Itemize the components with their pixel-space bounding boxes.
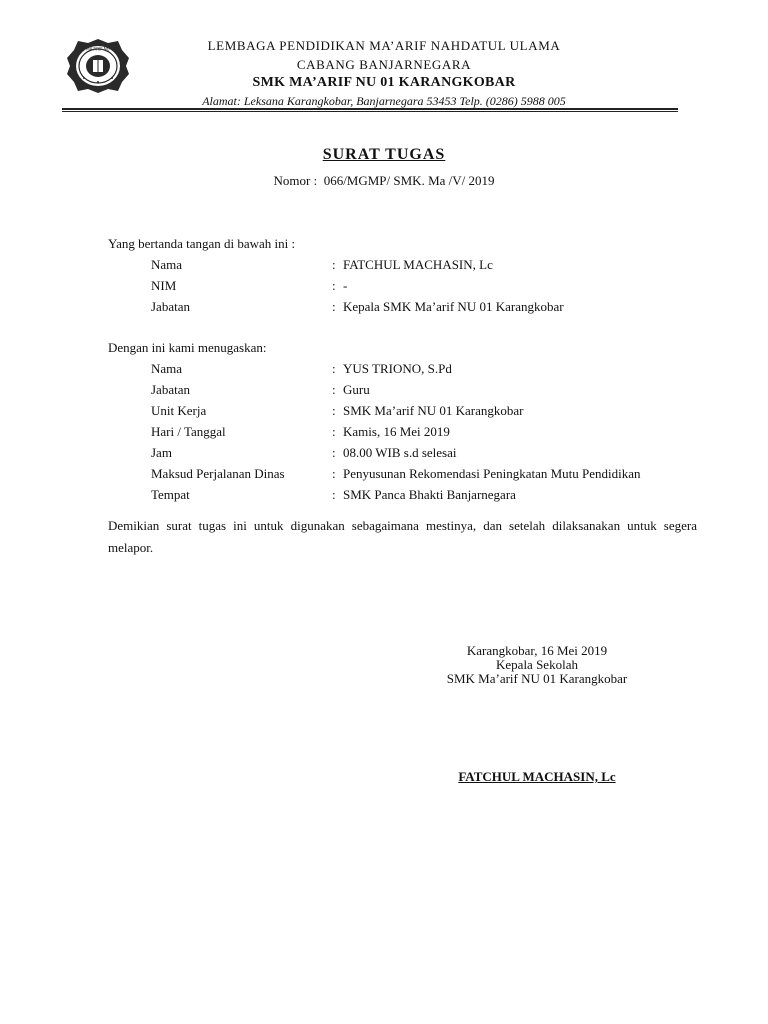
document-number — [0, 173, 768, 189]
field-colon: : — [332, 424, 336, 439]
field-label: Hari / Tanggal — [151, 424, 226, 439]
signature-place-date: Karangkobar, 16 Mei 2019 — [466, 643, 608, 658]
signature-name: FATCHUL MACHASIN, Lc — [458, 769, 616, 784]
field-value: SMK Panca Bhakti Banjarnegara — [343, 487, 516, 502]
field-colon: : — [332, 278, 336, 293]
field-label: Nama — [151, 361, 183, 376]
field-colon: : — [332, 361, 336, 376]
letterhead-rule-thick — [62, 108, 678, 110]
field-label: Jabatan — [151, 382, 190, 397]
field-colon: : — [332, 299, 336, 314]
closing-paragraph: Demikian surat tugas ini untuk digunakan sebagaimana mestinya, dan setelah dilaksanakan untuk segera melapor. — [108, 518, 697, 555]
letterhead-school: SMK MA’ARIF NU 01 KARANGKOBAR — [252, 75, 516, 90]
field-value: FATCHUL MACHASIN, Lc — [343, 257, 493, 272]
field-value: Penyusunan Rekomendasi Peningkatan Mutu Pendidikan — [343, 466, 641, 481]
letterhead-branch: CABANG BANJARNEGARA — [296, 57, 472, 72]
field-value: Kamis, 16 Mei 2019 — [343, 424, 450, 439]
signature-block — [400, 644, 674, 686]
signature-institution: SMK Ma’arif NU 01 Karangkobar — [446, 671, 628, 686]
field-colon: : — [332, 445, 336, 460]
field-label: NIM — [151, 278, 177, 293]
field-label: Maksud Perjalanan Dinas — [151, 466, 285, 481]
field-value: Guru — [343, 382, 370, 397]
field-label: Jabatan — [151, 299, 190, 314]
field-label: Unit Kerja — [151, 403, 207, 418]
field-colon: : — [332, 487, 336, 502]
letterhead-address: Alamat: Leksana Karangkobar, Banjarnegara 53453 Telp. (0286) 5988 005 — [202, 94, 566, 108]
field-value: Kepala SMK Ma’arif NU 01 Karangkobar — [343, 299, 564, 314]
field-value: - — [343, 278, 348, 293]
intro-signer: Yang bertanda tangan di bawah ini : — [108, 236, 296, 251]
field-colon: : — [332, 403, 336, 418]
field-colon: : — [332, 257, 336, 272]
document-number-value: 066/MGMP/ SMK. Ma /V/ 2019 — [323, 173, 495, 188]
field-colon: : — [332, 382, 336, 397]
field-value: 08.00 WIB s.d selesai — [343, 445, 457, 460]
intro-assignee: Dengan ini kami menugaskan: — [108, 340, 267, 355]
field-label: Jam — [151, 445, 172, 460]
field-label: Tempat — [151, 487, 190, 502]
logo-ring-text: MA'ARIF NU — [86, 46, 110, 52]
signature-position: Kepala Sekolah — [496, 657, 578, 672]
field-value: YUS TRIONO, S.Pd — [343, 361, 452, 376]
document-number-label: Nomor : — [273, 173, 318, 188]
letterhead-organization: LEMBAGA PENDIDIKAN MA’ARIF NAHDATUL ULAMA — [207, 38, 561, 53]
letterhead-rule-thin — [62, 111, 678, 112]
field-value: SMK Ma’arif NU 01 Karangkobar — [343, 403, 524, 418]
document-title: SURAT TUGAS — [322, 146, 446, 163]
field-label: Nama — [151, 257, 183, 272]
field-colon: : — [332, 466, 336, 481]
